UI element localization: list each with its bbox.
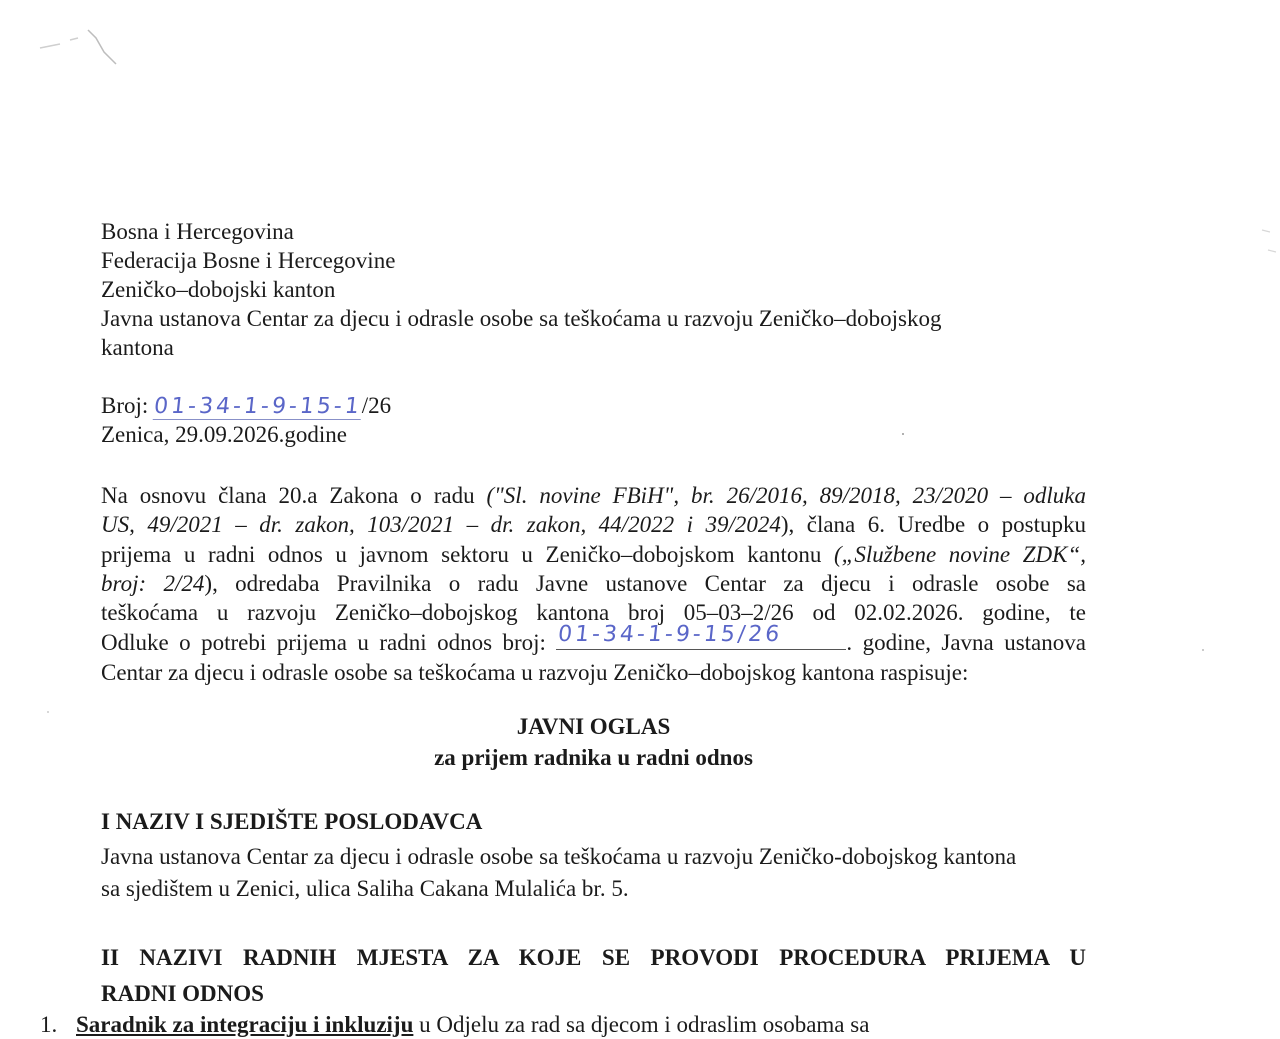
broj-suffix: /26 [361, 393, 392, 418]
handwritten-decision-number: 01-34-1-9-15/26 [557, 622, 784, 648]
broj-label: Broj: [101, 393, 155, 418]
intro-line: broj: 2/24), odredaba Pravilnika o radu Javne ustanove Centar za djecu i odrasle osobe sa [101, 570, 1086, 596]
intro-line: Na osnovu člana 20.a Zakona o radu ("Sl. novine FBiH", br. 26/2016, 89/2018, 23/2020 – odluka [101, 483, 1086, 508]
section-1-text-line1: Javna ustanova Centar za djecu i odrasle osobe sa teškoćama u razvoju Zeničko-dobojskog kantona [101, 844, 1017, 869]
item-number: 1. [40, 1012, 58, 1037]
section-2-title [101, 940, 1086, 1012]
header-federation: Federacija Bosne i Hercegovine [101, 248, 396, 273]
position-name: Saradnik za integraciju i inkluziju [76, 1012, 414, 1037]
ad-title: JAVNI OGLAS [516, 714, 671, 739]
intro-line: US, 49/2021 – dr. zakon, 103/2021 – dr. zakon, 44/2022 i 39/2024), člana 6. Uredbe o postupku [101, 512, 1087, 538]
reference-block [101, 391, 391, 449]
header-canton: Zeničko–dobojski kanton [101, 277, 336, 302]
ad-subtitle: za prijem radnika u radni odnos [434, 745, 753, 770]
position-description: u Odjelu za rad sa djecom i odraslim osobama sa [413, 1012, 870, 1037]
reference-number [101, 391, 391, 420]
handwritten-reference-number: 01-34-1-9-15-1 [152, 394, 364, 419]
decision-number-field [556, 622, 846, 650]
intro-line: prijema u radni odnos u javnom sektoru u Zeničko–dobojskom kantonu („Službene novine ZDK“, [101, 541, 1086, 567]
intro-line: Odluke o potrebi prijema u radni odnos broj: 01-34-1-9-15/26 . godine, Javna ustanova [101, 622, 1086, 656]
institution-header [101, 217, 942, 362]
place-date: Zenica, 29.09.2026.godine [101, 422, 347, 447]
section-1-title: I NAZIV I SJEDIŠTE POSLODAVCA [101, 809, 483, 834]
header-institution-cont: kantona [101, 335, 174, 360]
intro-line: teškoćama u razvoju Zeničko–dobojskog kantona broj 05–03–2/26 od 02.02.2026. godine, te [101, 600, 1086, 626]
intro-line: Centar za djecu i odrasle osobe sa teškoćama u razvoju Zeničko–dobojskog kantona raspisuje: [101, 659, 969, 685]
section-2-title-line1: II NAZIVI RADNIH MJESTA ZA KOJE SE PROVODI PROCEDURA PRIJEMA U [101, 945, 1086, 970]
legal-basis-paragraph [101, 481, 1086, 687]
position-item-1 [40, 1010, 1090, 1039]
header-institution: Javna ustanova Centar za djecu i odrasle osobe sa teškoćama u razvoju Zeničko–dobojskog [101, 306, 942, 331]
section-1-text-line2: sa sjedištem u Zenici, ulica Saliha Cakana Mulalića br. 5. [101, 876, 629, 901]
section-2-title-line2: RADNI ODNOS [101, 981, 264, 1006]
header-country: Bosna i Hercegovina [101, 219, 294, 244]
